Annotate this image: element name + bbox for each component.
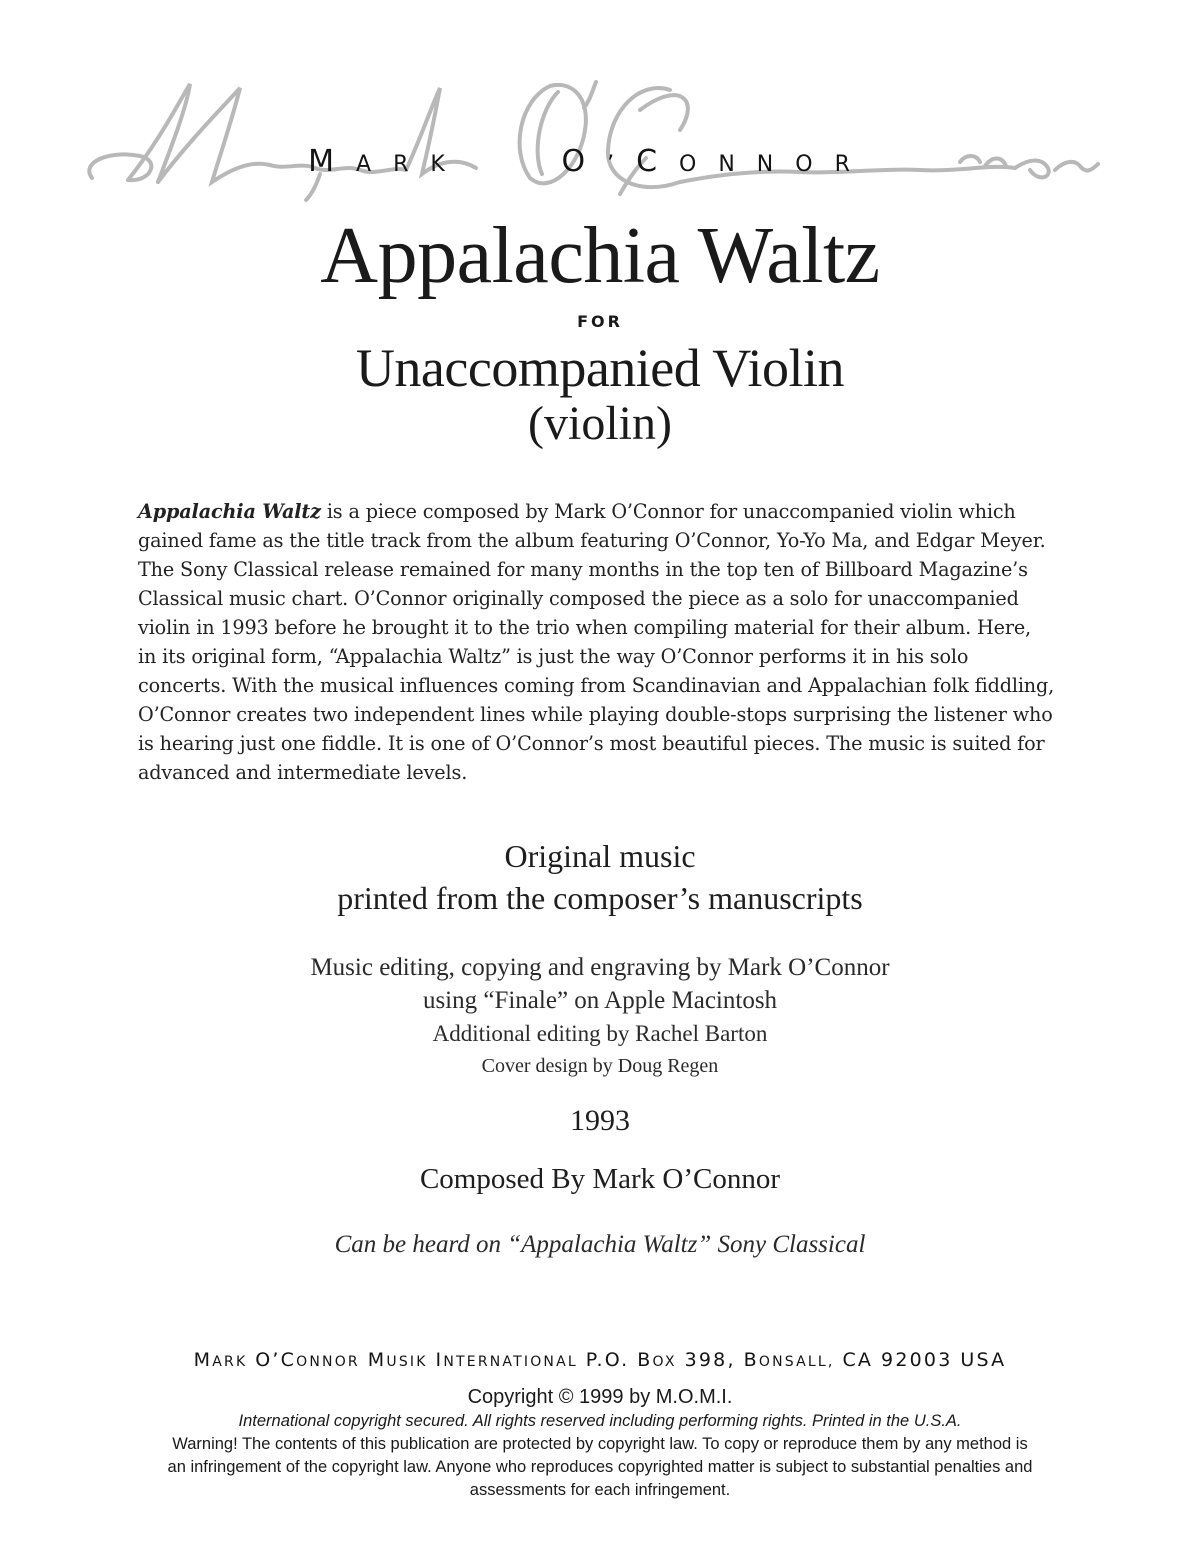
script-signature-flourish-icon bbox=[80, 70, 1100, 210]
description-line: is hearing just one fiddle. It is one of O’Connor’s most beautiful pieces. The music is suited for bbox=[138, 732, 1045, 755]
description-line: Appalachia Waltz is a piece composed by Mark O’Connor for unaccompanied violin which bbox=[138, 500, 1016, 523]
description-line: concerts. With the musical influences coming from Scandinavian and Appalachian folk fiddling, bbox=[138, 674, 1055, 697]
warning-line: an infringement of the copyright law. Anyone who reproduces copyrighted matter is subject to substantial penalties and bbox=[167, 1458, 1033, 1476]
cover-design-credit: Cover design by Doug Regen bbox=[481, 1055, 719, 1077]
warning-line: assessments for each infringement. bbox=[469, 1481, 731, 1499]
legal-notice bbox=[60, 1410, 1140, 1502]
composed-by: Composed By Mark O’Connor bbox=[419, 1163, 781, 1195]
editing-credit: Additional editing by Rachel Barton bbox=[432, 1021, 768, 1046]
description-lead: Appalachia Waltz bbox=[138, 500, 321, 523]
instrument-label: (violin) bbox=[528, 397, 672, 450]
description-paragraph bbox=[138, 497, 1068, 787]
rights-statement: International copyright secured. All rights reserved including performing rights. Printed in the U.S.A. bbox=[238, 1412, 962, 1430]
wordmark-part: MARK bbox=[308, 144, 467, 179]
for-label: FOR bbox=[577, 312, 623, 331]
warning-line: Warning! The contents of this publication are protected by copyright law. To copy or reproduce them by any method is bbox=[172, 1435, 1028, 1453]
description-line: gained fame as the title track from the album featuring O’Connor, Yo-Yo Ma, and Edgar Meyer. bbox=[138, 529, 1046, 552]
description-line: violin in 1993 before he brought it to the trio when compiling material for their album. Here, bbox=[138, 616, 1032, 639]
description-line: The Sony Classical release remained for many months in the top ten of Billboard Magazine’s bbox=[138, 558, 1028, 581]
engraving-credit: Music editing, copying and engraving by Mark O’Connor bbox=[310, 954, 890, 981]
publisher-address: MARK O’CONNOR MUSIK INTERNATIONAL P.O. BOX 398, BONSALL, CA 92003 USA bbox=[193, 1349, 1007, 1371]
composer-name-wordmark bbox=[80, 144, 1100, 179]
description-line: advanced and intermediate levels. bbox=[138, 761, 468, 784]
description-line: in its original form, “Appalachia Waltz” is just the way O’Connor performs it in his solo bbox=[138, 645, 969, 668]
composer-logo bbox=[80, 70, 1100, 210]
software-credit: using “Finale” on Apple Macintosh bbox=[422, 987, 778, 1014]
piece-title: Appalachia Waltz bbox=[320, 212, 880, 300]
description-line: O’Connor creates two independent lines while playing double-stops surprising the listener who bbox=[138, 703, 1053, 726]
copyright-notice: Copyright © 1999 by M.O.M.I. bbox=[467, 1386, 733, 1408]
wordmark-part: O’CONNOR bbox=[561, 144, 872, 179]
instrumentation-title: Unaccompanied Violin bbox=[355, 338, 845, 398]
manuscripts-subheading: printed from the composer’s manuscripts bbox=[337, 880, 863, 916]
recording-note: Can be heard on “Appalachia Waltz” Sony Classical bbox=[334, 1231, 866, 1258]
description-line: Classical music chart. O’Connor originally composed the piece as a solo for unaccompanied bbox=[138, 587, 1019, 610]
original-music-heading: Original music bbox=[504, 838, 696, 874]
composition-year: 1993 bbox=[570, 1104, 630, 1137]
